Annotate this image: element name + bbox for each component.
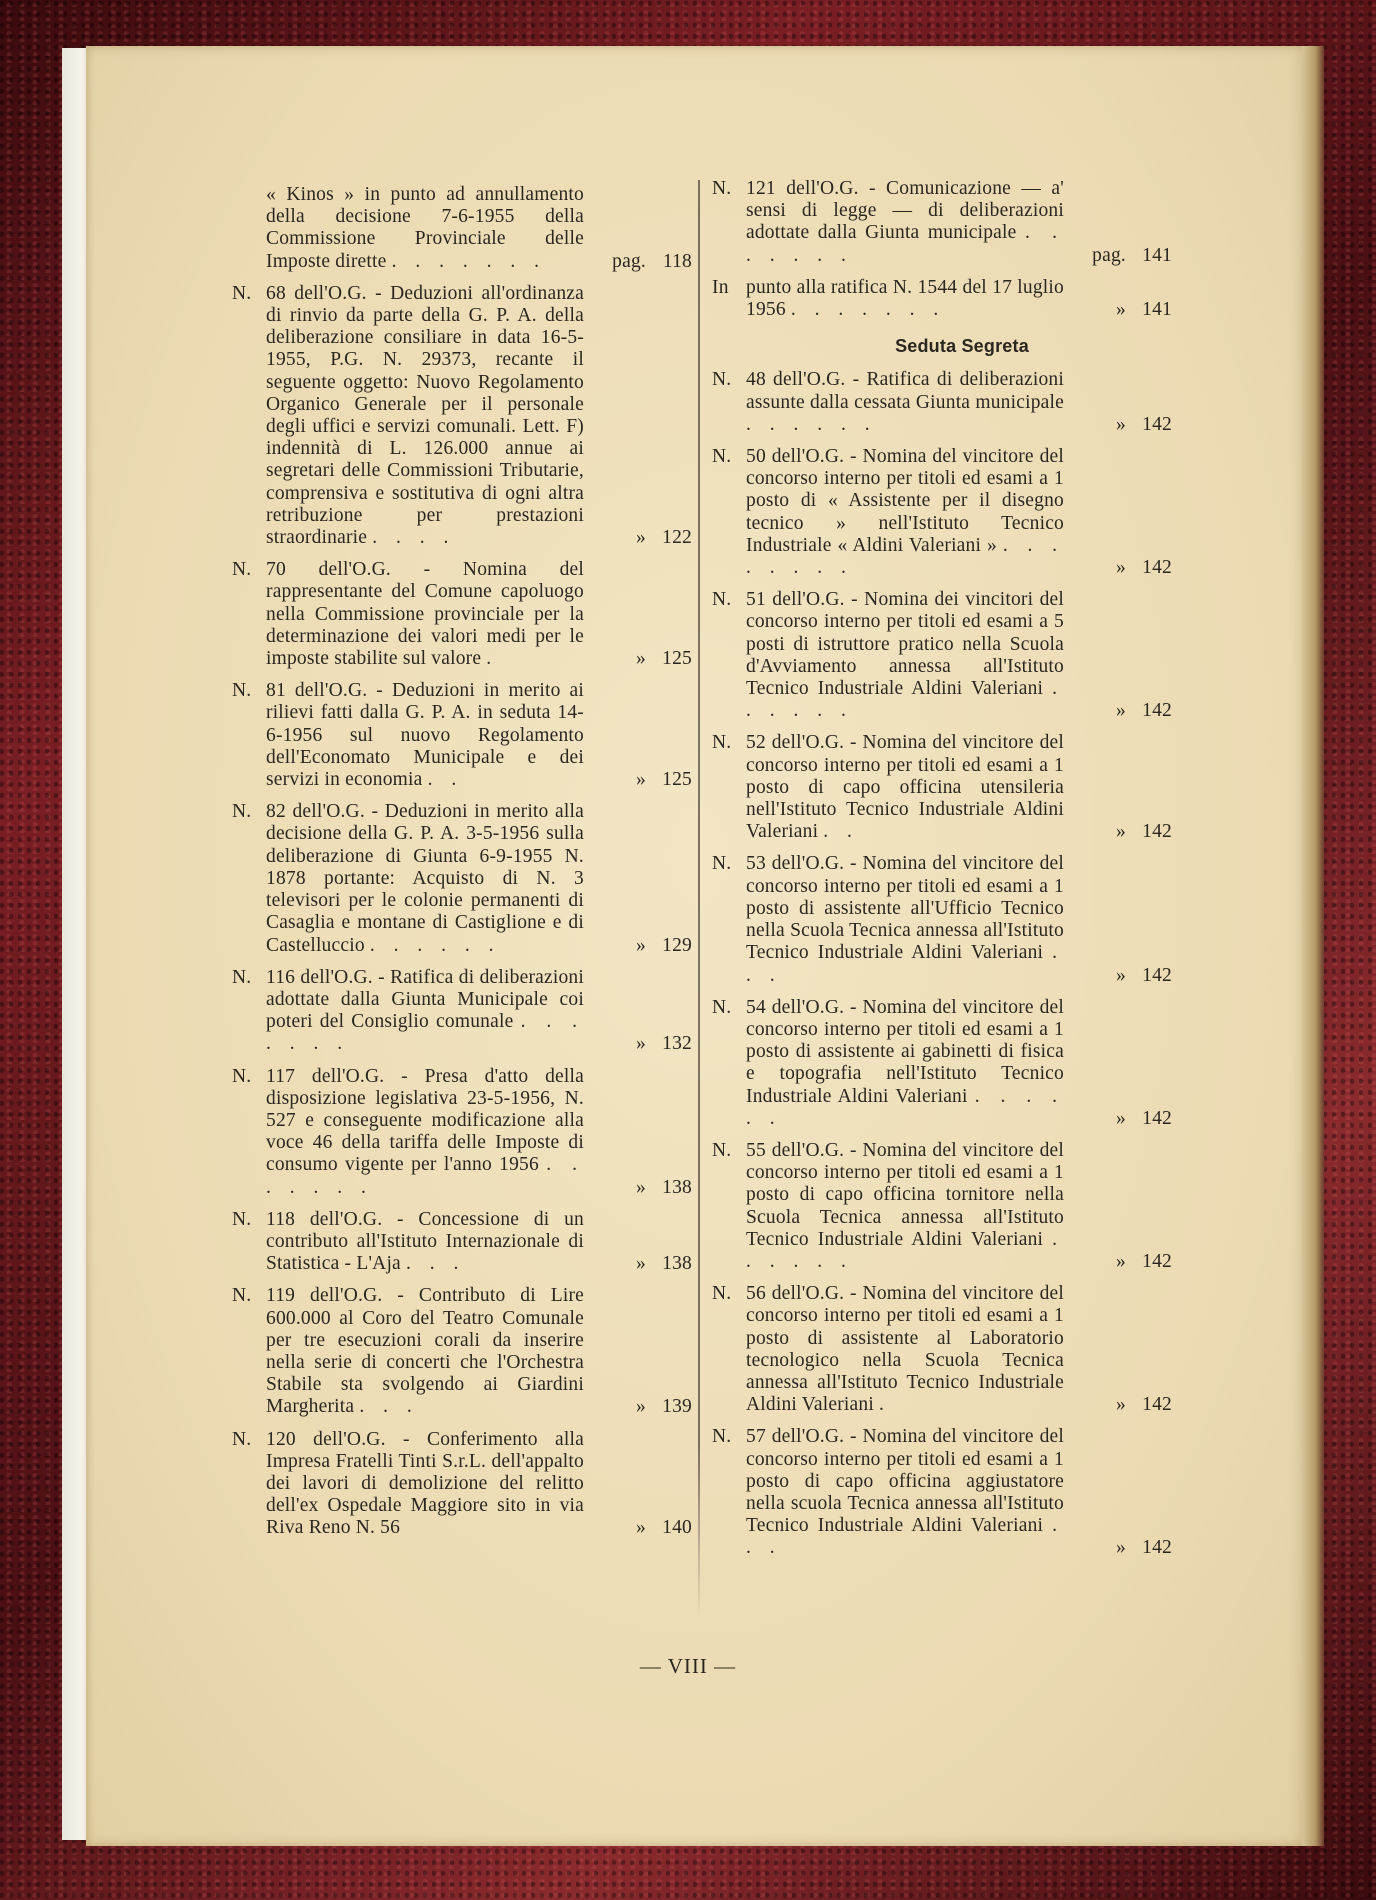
page-number: 142 <box>1142 964 1172 986</box>
leader-dots: . . . . . . <box>746 678 1065 722</box>
page-reference <box>1072 245 1172 267</box>
entry-number-prefix: N. <box>232 559 252 581</box>
page-ref-prefix: pag. <box>1092 244 1126 266</box>
page-reference <box>592 935 692 957</box>
entry-title: 121 dell'O.G. - Comunicazione — a' sensi di legge — di deliberazioni adottate dalla Giunta municipale <box>746 178 1064 244</box>
page-ref-prefix: » <box>636 934 646 956</box>
entry-title: 116 dell'O.G. - Ratifica di deliberazioni adottate dalla Giunta Municipale coi poteri del Consiglio comunale <box>266 966 584 1033</box>
entry-title: 51 dell'O.G. - Nomina dei vincitori del concorso interno per titoli ed esami a 5 posti di istruttore pratico nella Scuola d'Avviamento annessa all'Istituto Tecnico Industriale Aldini Valeriani <box>746 589 1064 700</box>
index-entry <box>712 1140 1172 1273</box>
page-ref-prefix: » <box>1116 1250 1126 1272</box>
leader-dots: . . . . . . . <box>266 1011 585 1055</box>
entry-number-prefix: N. <box>232 282 252 304</box>
entry-number-prefix: N. <box>712 853 732 875</box>
page-reference <box>1072 1394 1172 1416</box>
right-column <box>712 178 1172 1570</box>
entry-title: 56 dell'O.G. - Nomina del vincitore del concorso interno per titoli ed esami a 1 posto di assistente al Laboratorio tecnologico nella Scuola Tecnica annessa all'Istituto Tecnico Industriale Aldini Valeriani <box>746 1283 1064 1416</box>
index-entry <box>712 446 1172 579</box>
entry-text-block <box>266 801 692 956</box>
page-ref-prefix: » <box>1116 413 1126 435</box>
entry-number-prefix: N. <box>232 801 252 823</box>
page-reference <box>1072 821 1172 843</box>
index-entry <box>232 801 692 956</box>
entry-number-prefix: N. <box>712 1139 732 1161</box>
entry-number-prefix: N. <box>712 732 732 754</box>
index-entry <box>712 853 1172 986</box>
page-reference <box>1072 1537 1172 1559</box>
page-ref-prefix: » <box>1116 1537 1126 1559</box>
page-number: 142 <box>1142 1394 1172 1416</box>
leader-dots: . . . <box>746 942 1065 986</box>
entry-number-prefix: N. <box>232 680 252 702</box>
entry-title: 57 dell'O.G. - Nomina del vincitore del concorso interno per titoli ed esami a 1 posto di capo officina aggiustatore nella scuola Tecnica annessa all'Istituto Tecnico Industriale Aldini Valeriani <box>746 1426 1064 1537</box>
page-ref-prefix: » <box>636 1253 646 1275</box>
entry-title: 119 dell'O.G. - Contributo di Lire 600.000 al Coro del Teatro Comunale per tre esecuzioni corali da inserire nella serie di concerti che l'Orchestra Stabile sta svolgendo ai Giardini Margherita <box>266 1285 584 1418</box>
page-reference <box>592 1253 692 1275</box>
page-number: 141 <box>1142 299 1172 321</box>
entry-number-prefix: N. <box>232 1285 252 1307</box>
page-reference <box>592 648 692 670</box>
index-entry <box>232 680 692 791</box>
index-entry <box>712 1426 1172 1559</box>
page-ref-prefix: » <box>1116 299 1126 321</box>
page-number: 142 <box>1142 1250 1172 1272</box>
leader-dots: . . <box>823 821 859 843</box>
entry-title: 48 dell'O.G. - Ratifica di deliberazioni assunte dalla cessata Giunta municipale <box>746 369 1064 413</box>
entry-title: 55 dell'O.G. - Nomina del vincitore del concorso interno per titoli ed esami a 1 posto di capo officina tornitore nella Scuola Tecnica annessa all'Istituto Tecnico Industriale Aldini Valeriani <box>746 1139 1064 1250</box>
index-entry <box>712 178 1172 267</box>
page-ref-prefix: » <box>636 1396 646 1418</box>
page-number: 132 <box>662 1033 692 1055</box>
page-reference <box>1072 299 1172 321</box>
entry-number-prefix: N. <box>712 589 732 611</box>
section-title: Seduta Segreta <box>895 336 1029 357</box>
leader-dots: . . . . . . . <box>746 222 1064 266</box>
entry-title: 54 dell'O.G. - Nomina del vincitore del concorso interno per titoli ed esami a 1 posto di assistente ai gabinetti di fisica e topografia nell'Istituto Tecnico Industriale Aldini Valeriani <box>746 996 1064 1107</box>
leader-dots: . <box>879 1394 891 1416</box>
leader-dots: . . . . . . <box>369 934 501 956</box>
page-number: 142 <box>1142 557 1172 579</box>
page-number: 142 <box>1142 700 1172 722</box>
page-reference <box>1072 965 1172 987</box>
entry-number-prefix: N. <box>232 1428 252 1450</box>
column-rule <box>698 180 700 1620</box>
entry-number-prefix: N. <box>712 996 732 1018</box>
page-number: 125 <box>662 769 692 791</box>
entry-title: 68 dell'O.G. - Deduzioni all'ordinanza di rinvio da parte della G. P. A. della deliberazione consiliare in data 16-5-1955, P.G. N. 29373, recante il seguente oggetto: Nuovo Regolamento Organico Generale per il personale degli uffici e servizi comunali. Lett. F) indennità di L. 126.000 annue ai segretari delle Commissioni Tributarie, comprensiva e sostitutiva di ogni altra retribuzione per prestazioni straordinarie <box>266 282 584 549</box>
leader-dots: . . . . . . . <box>790 299 946 321</box>
page-ref-prefix: » <box>636 1517 646 1539</box>
page-ref-prefix: » <box>636 527 646 549</box>
right-column-top-entries <box>712 178 1172 321</box>
page-reference <box>1072 1251 1172 1273</box>
page-number: 138 <box>662 1253 692 1275</box>
entry-title: 118 dell'O.G. - Concessione di un contributo all'Istituto Internazionale di Statistica - L'Aja <box>266 1208 584 1275</box>
index-entry <box>232 559 692 670</box>
page-number: 122 <box>662 527 692 549</box>
leader-dots: . . . <box>746 1515 1065 1559</box>
page-reference <box>592 1517 692 1539</box>
page-ref-prefix: » <box>1116 557 1126 579</box>
page-reference <box>592 251 692 273</box>
leader-dots: . . . <box>406 1253 466 1275</box>
page-number: 142 <box>1142 821 1172 843</box>
page-number: 141 <box>1142 244 1172 266</box>
page-number: 138 <box>662 1176 692 1198</box>
index-entry <box>712 589 1172 722</box>
index-entry <box>712 997 1172 1130</box>
index-entry <box>232 967 692 1056</box>
page-reference <box>592 527 692 549</box>
page-number: 129 <box>662 934 692 956</box>
page-folio: — VIII — <box>639 1654 737 1678</box>
page-number: 142 <box>1142 1107 1172 1129</box>
page-reference <box>1072 557 1172 579</box>
leader-dots: . . . . . . <box>746 1228 1065 1272</box>
entry-title: 81 dell'O.G. - Deduzioni in merito ai rilievi fatti dalla G. P. A. in seduta 14-6-1956 sul nuovo Regolamento dell'Economato Municipale e dei servizi in economia <box>266 680 584 791</box>
entry-number-prefix: N. <box>712 178 732 199</box>
index-entry <box>232 184 692 273</box>
entry-title: 53 dell'O.G. - Nomina del vincitore del concorso interno per titoli ed esami a 1 posto di assistente all'Ufficio Tecnico nella Scuola Tecnica annessa all'Istituto Tecnico Industriale Aldini Valeriani <box>746 853 1064 964</box>
page-number: 125 <box>662 648 692 670</box>
entry-number-prefix: In <box>712 276 729 298</box>
page-number: 139 <box>662 1396 692 1418</box>
leader-dots: . . . . . . <box>746 1085 1065 1129</box>
entry-number-prefix: N. <box>712 1426 732 1448</box>
page-reference <box>592 1033 692 1055</box>
leader-dots: . . . . . . . <box>391 250 546 272</box>
entry-title: 50 dell'O.G. - Nomina del vincitore del concorso interno per titoli ed esami a 1 posto di « Assistente per il disegno tecnico » nell'Istituto Tecnico Industriale « Aldini Valeriani » <box>746 446 1064 556</box>
page-number: 142 <box>1142 1537 1172 1559</box>
leader-dots: . . . <box>359 1396 419 1418</box>
page-reference <box>592 1396 692 1418</box>
leader-dots: . . <box>427 769 464 791</box>
entry-title: 52 dell'O.G. - Nomina del vincitore del concorso interno per titoli ed esami a 1 posto di capo officina utensileria nell'Istituto Tecnico Industriale Aldini Valeriani <box>746 732 1064 843</box>
index-entry <box>712 1283 1172 1416</box>
index-entry <box>232 1209 692 1276</box>
leader-dots: . <box>486 648 499 670</box>
page-ref-prefix: » <box>636 648 646 670</box>
leader-dots: . . . . . . <box>746 413 877 435</box>
index-entry <box>712 369 1172 436</box>
entry-title: punto alla ratifica N. 1544 del 17 luglio 1956 <box>746 276 1064 321</box>
page-reference <box>592 1177 692 1199</box>
page-ref-prefix: » <box>1116 821 1126 843</box>
page-ref-prefix: pag. <box>612 250 646 272</box>
entry-number-prefix: N. <box>712 1283 732 1305</box>
entry-number-prefix: N. <box>232 966 252 988</box>
index-entry <box>232 283 692 549</box>
page-ref-prefix: » <box>636 769 646 791</box>
entry-number-prefix: N. <box>232 1065 252 1087</box>
index-entry <box>232 1066 692 1199</box>
page-reference <box>1072 700 1172 722</box>
entry-number-prefix: N. <box>232 1208 252 1230</box>
page-ref-prefix: » <box>1116 700 1126 722</box>
index-entry <box>712 277 1172 321</box>
left-column <box>232 184 692 1550</box>
page-ref-prefix: » <box>636 1176 646 1198</box>
page-number: 142 <box>1142 413 1172 435</box>
page-ref-prefix: » <box>1116 1394 1126 1416</box>
entry-number-prefix: N. <box>712 446 732 468</box>
page-ref-prefix: » <box>1116 964 1126 986</box>
index-entry <box>232 1429 692 1540</box>
secret-session-entries <box>712 369 1172 1559</box>
entry-text-block <box>266 283 692 549</box>
book-gutter <box>1302 46 1324 1846</box>
entry-title: « Kinos » in punto ad annullamento della decisione 7-6-1955 della Commissione Provinciale delle Imposte dirette <box>266 184 584 272</box>
page-number: 118 <box>662 250 692 272</box>
leader-dots: . . . . . . . . <box>746 534 1064 579</box>
entry-title: 70 dell'O.G. - Nomina del rappresentante del Comune capoluogo nella Commissione provinciale per la determinazione dei valori medi per le imposte stabilite sul valore <box>266 559 584 670</box>
leader-dots: . . . . . . . <box>266 1154 585 1198</box>
leader-dots: . . . . <box>372 527 456 549</box>
entry-title: 117 dell'O.G. - Presa d'atto della disposizione legislativa 23-5-1956, N. 527 e conseguente modificazione alla voce 46 della tariffa delle Imposte di consumo vigente per l'anno 1956 <box>266 1065 584 1176</box>
page-ref-prefix: » <box>1116 1107 1126 1129</box>
entry-number-prefix: N. <box>712 369 732 391</box>
index-entry <box>232 1285 692 1418</box>
page-reference <box>592 769 692 791</box>
page-reference <box>1072 1108 1172 1130</box>
page-number: 140 <box>662 1517 692 1539</box>
index-entry <box>712 732 1172 843</box>
entry-title: 120 dell'O.G. - Conferimento alla Impresa Fratelli Tinti S.r.L. dell'appalto dei lavori di demolizione del relitto dell'ex Ospedale Maggiore sito in via Riva Reno N. 56 <box>266 1428 584 1539</box>
page-ref-prefix: » <box>636 1033 646 1055</box>
page-reference <box>1072 414 1172 436</box>
entry-title: 82 dell'O.G. - Deduzioni in merito alla decisione della G. P. A. 3-5-1956 sulla deliberazione di Giunta 6-9-1955 N. 1878 portante: Acquisto di N. 3 televisori per le colonie permanenti di Casaglia e montane di Castiglione e di Castelluccio <box>266 801 584 956</box>
